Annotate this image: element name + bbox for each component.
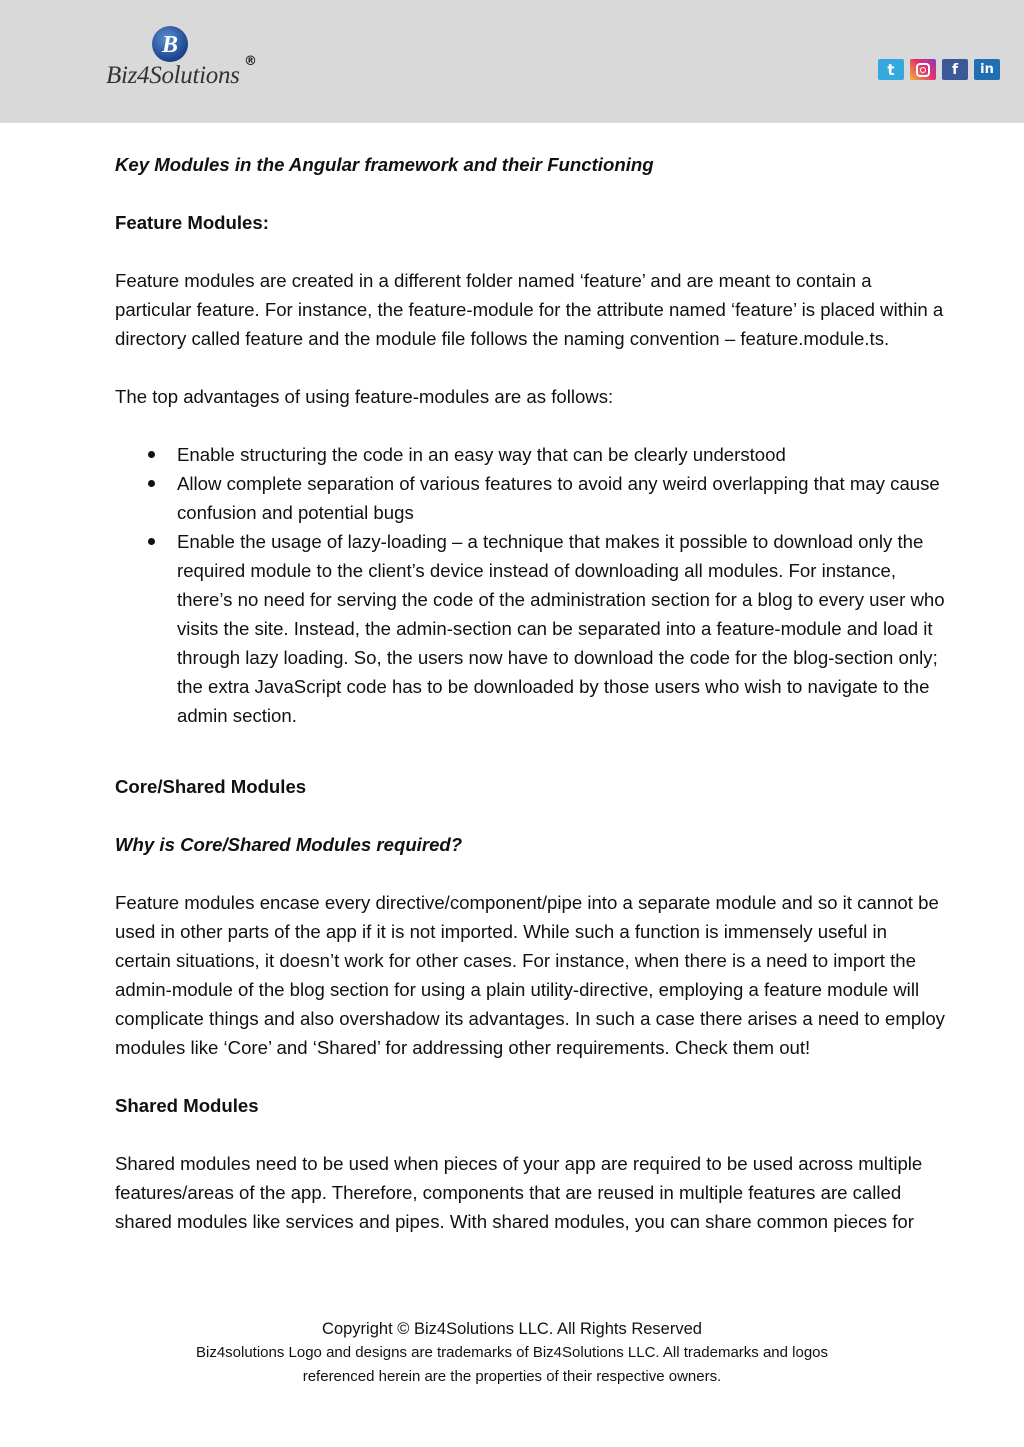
list-item: Enable the usage of lazy-loading – a technique that makes it possible to download only the required module to the client’s device instead of downloading all modules. For instance, there’s no need for serving the code of the administration section for a blog to every user who visits the site. Instead, the admin-section can be separated into a feature-module and load it through lazy loading. So, the users now have to download the code for the blog-section only; the extra JavaScript code has to be downloaded by those users who wish to navigate to the admin section.: [115, 527, 945, 730]
list-item: Allow complete separation of various features to avoid any weird overlapping that may cause confusion and potential bugs: [115, 469, 945, 527]
shared-modules-paragraph: Shared modules need to be used when pieces of your app are required to be used across multiple features/areas of the app. Therefore, components that are reused in multiple features are called shared modules like services and pipes. With shared modules, you can share common pieces for: [115, 1153, 923, 1232]
advantages-list: [115, 440, 945, 730]
facebook-icon[interactable]: f: [942, 59, 968, 80]
core-shared-paragraph: Feature modules encase every directive/component/pipe into a separate module and so it cannot be used in other parts of the app if it is not imported. While such a function is immensely useful in certain situations, it doesn’t work for other cases. For instance, when there is a need to import the admin-module of the blog section for using a plain utility-directive, employing a feature module will complicate things and also overshadow its advantages. In such a case there arises a need to employ modules like ‘Core’ and ‘Shared’ for addressing other requirements. Check them out!: [115, 892, 945, 1058]
linkedin-icon[interactable]: in: [974, 59, 1000, 80]
trademark-line-2: referenced herein are the properties of their respective owners.: [302, 1368, 722, 1385]
copyright-text: Copyright © Biz4Solutions LLC. All Rights Reserved: [322, 1320, 702, 1338]
social-links: [878, 59, 1000, 80]
company-logo[interactable]: [106, 24, 266, 92]
document-title: Key Modules in the Angular framework and their Functioning: [115, 154, 654, 175]
logo-wordmark: Biz4Solutions: [106, 62, 240, 89]
shared-modules-heading: Shared Modules: [115, 1095, 259, 1116]
advantages-intro: The top advantages of using feature-modules are as follows:: [115, 386, 614, 407]
list-item: Enable structuring the code in an easy way that can be clearly understood: [115, 440, 945, 469]
feature-modules-paragraph: Feature modules are created in a different folder named ‘feature’ and are meant to contain a particular feature. For instance, the feature-module for the attribute named ‘feature’ is placed within a directory called feature and the module file follows the naming convention – feature.module.ts.: [115, 270, 944, 349]
page-header: [0, 0, 1024, 123]
feature-modules-heading: Feature Modules:: [115, 212, 269, 233]
registered-mark: ®: [244, 54, 257, 69]
instagram-icon[interactable]: [910, 59, 936, 80]
logo-mark-icon: [150, 24, 190, 64]
trademark-line-1: Biz4solutions Logo and designs are trademarks of Biz4Solutions LLC. All trademarks and logos: [195, 1344, 829, 1361]
why-core-shared-heading: Why is Core/Shared Modules required?: [115, 834, 463, 855]
twitter-icon[interactable]: t: [878, 59, 904, 80]
core-shared-heading: Core/Shared Modules: [115, 776, 307, 797]
document-body: [115, 150, 945, 1236]
svg-text:B: B: [161, 32, 179, 58]
page-footer: [0, 1317, 1024, 1389]
